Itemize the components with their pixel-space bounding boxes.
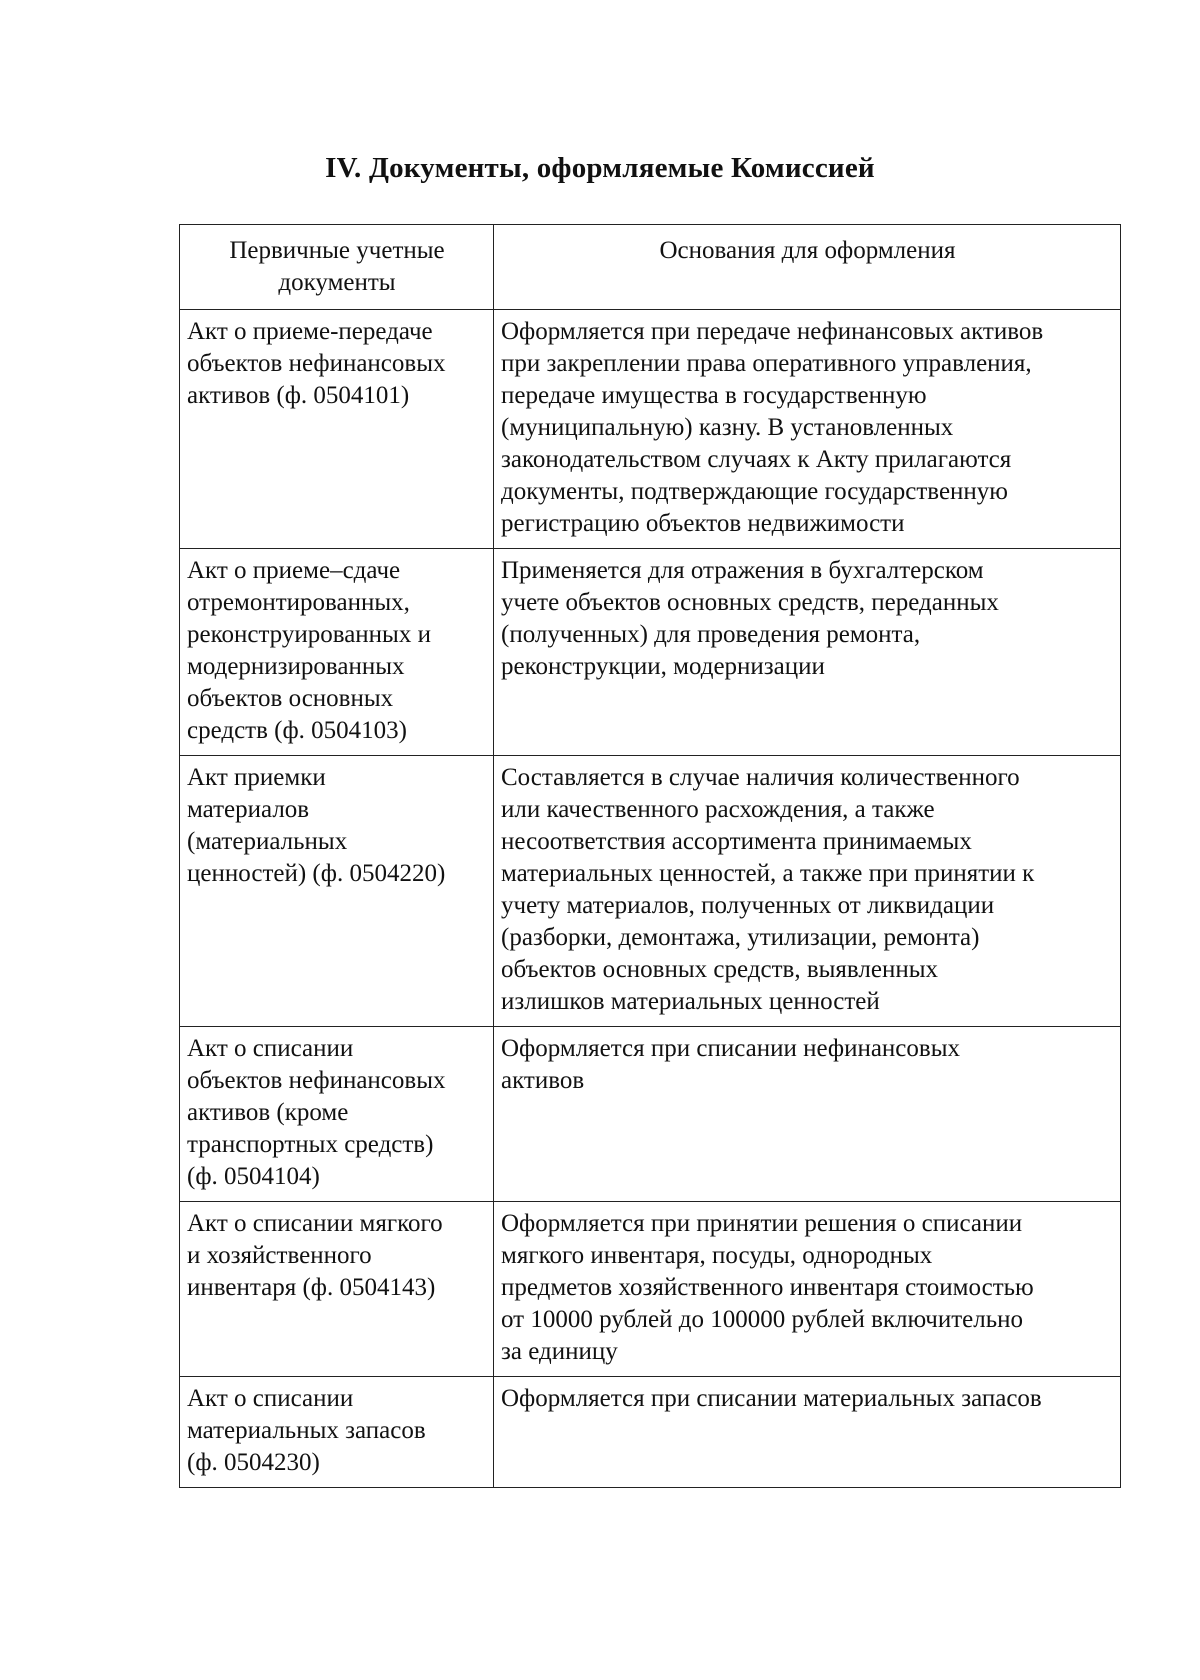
- document-cell: Акт о списании материальных запасов (ф. 0504230): [180, 1377, 494, 1488]
- document-cell: Акт о приеме–сдаче отремонтированных, реконструированных и модернизированных объектов основных средств (ф. 0504103): [180, 549, 494, 756]
- table-header-row: [180, 225, 1121, 310]
- basis-cell: Оформляется при передаче нефинансовых активов при закреплении права оперативного управления, передаче имущества в государственную (муниципальную) казну. В установленных законодательством случаях к Акту прилагаются документы, подтверждающие государственную регистрацию объектов недвижимости: [494, 310, 1121, 549]
- table-row: [180, 549, 1121, 756]
- table-row: [180, 1202, 1121, 1377]
- document-cell: Акт о приеме-передаче объектов нефинансовых активов (ф. 0504101): [180, 310, 494, 549]
- document-cell: Акт приемки материалов (материальных ценностей) (ф. 0504220): [180, 756, 494, 1027]
- table-row: [180, 310, 1121, 549]
- basis-cell: Составляется в случае наличия количественного или качественного расхождения, а также несоответствия ассортимента принимаемых материальных ценностей, а также при принятии к учету материалов, полученных от ликвидации (разборки, демонтажа, утилизации, ремонта) объектов основных средств, выявленных излишков материальных ценностей: [494, 756, 1121, 1027]
- table-row: [180, 1377, 1121, 1488]
- basis-cell: Оформляется при списании материальных запасов: [494, 1377, 1121, 1488]
- table-row: [180, 1027, 1121, 1202]
- documents-table: [179, 224, 1121, 1488]
- basis-cell: Оформляется при списании нефинансовых активов: [494, 1027, 1121, 1202]
- section-title: IV. Документы, оформляемые Комиссией: [325, 152, 875, 184]
- document-cell: Акт о списании объектов нефинансовых активов (кроме транспортных средств) (ф. 0504104): [180, 1027, 494, 1202]
- document-cell: Акт о списании мягкого и хозяйственного инвентаря (ф. 0504143): [180, 1202, 494, 1377]
- basis-cell: Оформляется при принятии решения о списании мягкого инвентаря, посуды, однородных предметов хозяйственного инвентаря стоимостью от 10000 рублей до 100000 рублей включительно за единицу: [494, 1202, 1121, 1377]
- table-row: [180, 756, 1121, 1027]
- basis-cell: Применяется для отражения в бухгалтерском учете объектов основных средств, переданных (полученных) для проведения ремонта, реконструкции, модернизации: [494, 549, 1121, 756]
- column-header-documents: Первичные учетные документы: [180, 225, 494, 310]
- column-header-basis: Основания для оформления: [494, 225, 1121, 310]
